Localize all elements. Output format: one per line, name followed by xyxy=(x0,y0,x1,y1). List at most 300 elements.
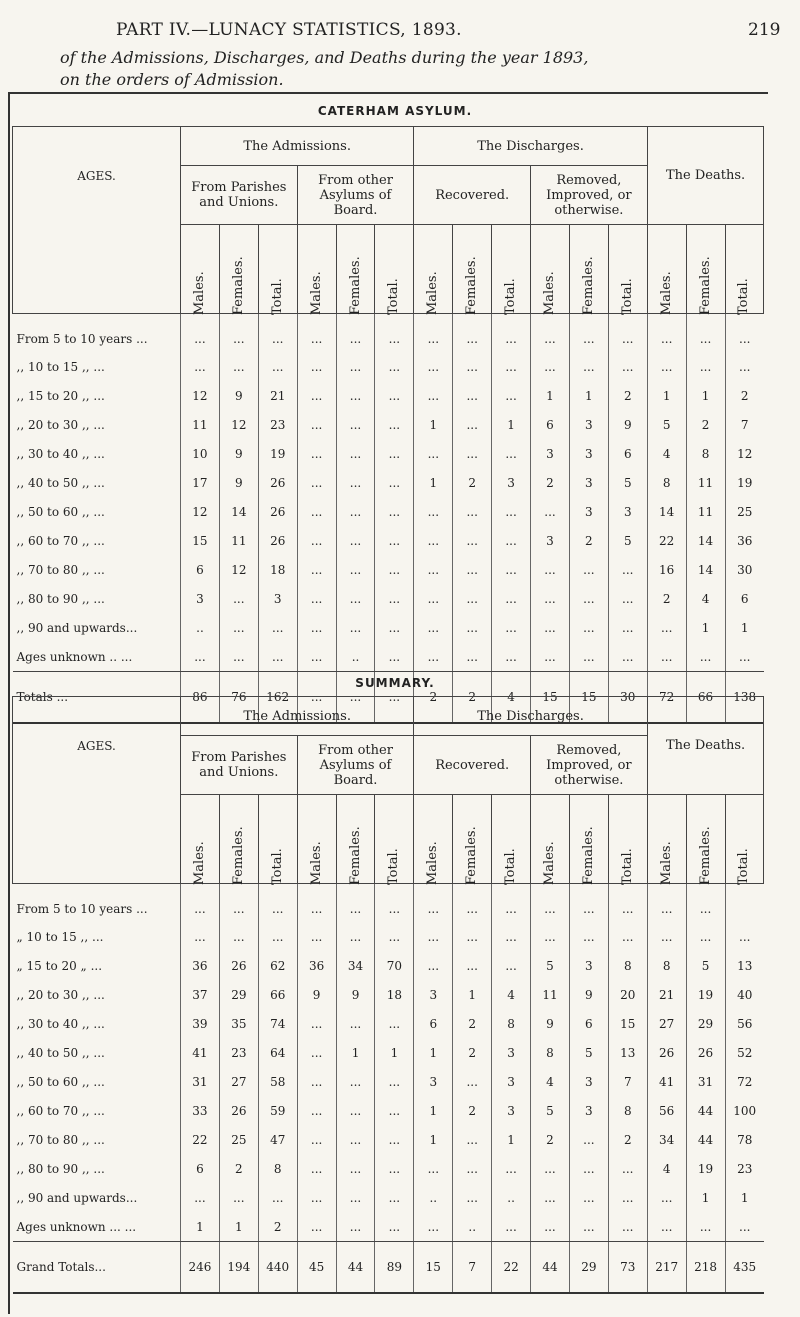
table-cell: ... xyxy=(375,314,414,353)
table-cell: ... xyxy=(531,1154,570,1183)
table-cell: ... xyxy=(569,1125,608,1154)
table-cell: 3 xyxy=(531,526,570,555)
table-cell: ... xyxy=(258,642,297,672)
table-row xyxy=(13,468,764,497)
table-cell: 3 xyxy=(569,1067,608,1096)
table-cell: ... xyxy=(297,1183,336,1212)
table-cell: 26 xyxy=(219,951,258,980)
table-cell: 1 xyxy=(686,381,725,410)
table-cell: 13 xyxy=(725,951,764,980)
table-cell: ... xyxy=(569,352,608,381)
table-row xyxy=(13,1154,764,1183)
table-cell: ... xyxy=(531,1212,570,1242)
table-cell: 6 xyxy=(608,439,647,468)
table-cell: ... xyxy=(219,642,258,672)
table-cell: 59 xyxy=(258,1096,297,1125)
caterham-table xyxy=(12,126,764,724)
total-cell: 217 xyxy=(647,1242,686,1294)
table-cell: 1 xyxy=(414,1038,453,1067)
table-cell: ... xyxy=(647,352,686,381)
table-cell: 1 xyxy=(336,1038,375,1067)
table-cell: 9 xyxy=(569,980,608,1009)
table-cell: ... xyxy=(336,1096,375,1125)
table-cell: 3 xyxy=(492,1067,531,1096)
table-cell: ... xyxy=(336,613,375,642)
table-cell: 31 xyxy=(181,1067,220,1096)
table-cell: ... xyxy=(297,922,336,951)
table-cell: ... xyxy=(531,922,570,951)
table-cell: ... xyxy=(569,1212,608,1242)
table-cell: ... xyxy=(569,555,608,584)
totals-label: Totals ... xyxy=(13,672,181,724)
table-cell: ... xyxy=(608,922,647,951)
table-cell: 25 xyxy=(219,1125,258,1154)
table-cell: 1 xyxy=(492,410,531,439)
table-cell: ... xyxy=(608,642,647,672)
col-header-females: Females. xyxy=(336,225,375,314)
table-cell: ... xyxy=(336,1125,375,1154)
table-row xyxy=(13,314,764,353)
table-cell: 9 xyxy=(219,468,258,497)
table-cell: 22 xyxy=(181,1125,220,1154)
col-header-males: Males. xyxy=(297,795,336,884)
table-cell: ... xyxy=(608,314,647,353)
table-cell: ... xyxy=(608,613,647,642)
table-cell: 16 xyxy=(647,555,686,584)
table-row xyxy=(13,584,764,613)
table-cell: 41 xyxy=(647,1067,686,1096)
col-header-males: Males. xyxy=(647,225,686,314)
table-cell: ... xyxy=(531,1183,570,1212)
table-cell: ... xyxy=(608,884,647,923)
table-cell: ... xyxy=(181,1183,220,1212)
table-cell: 7 xyxy=(608,1067,647,1096)
table-cell: ... xyxy=(219,352,258,381)
table-cell: ... xyxy=(492,352,531,381)
table-cell: ... xyxy=(608,584,647,613)
table-cell: ... xyxy=(608,1183,647,1212)
age-group-label: ,, 90 and upwards... xyxy=(16,620,138,635)
col-header-total: Total. xyxy=(492,795,531,884)
table-cell: 36 xyxy=(297,951,336,980)
col-header-total: Total. xyxy=(725,225,764,314)
table-cell: ... xyxy=(258,884,297,923)
removed-header: Removed, Improved, or otherwise. xyxy=(531,166,648,225)
table-cell: 5 xyxy=(608,468,647,497)
table-cell: ... xyxy=(647,922,686,951)
table-cell: .. xyxy=(336,642,375,672)
table-cell: 35 xyxy=(219,1009,258,1038)
table-cell: ... xyxy=(569,1183,608,1212)
totals-row xyxy=(13,1242,764,1294)
table-cell: ... xyxy=(258,922,297,951)
total-cell: 4 xyxy=(492,672,531,724)
total-cell: 44 xyxy=(336,1242,375,1294)
age-group-label: Ages unknown .. ... xyxy=(13,642,181,672)
table-cell: ... xyxy=(336,1183,375,1212)
table-cell: 5 xyxy=(569,1038,608,1067)
table-cell: ... xyxy=(336,314,375,353)
age-group-label: ,, 40 to 50 ,, ... xyxy=(16,1045,105,1060)
table-cell: ... xyxy=(414,526,453,555)
table-cell: 1 xyxy=(181,1212,220,1242)
table-cell: 11 xyxy=(181,410,220,439)
table-cell: ... xyxy=(219,922,258,951)
age-group-label: ,, 90 and upwards... xyxy=(16,1190,138,1205)
table-cell: 3 xyxy=(569,439,608,468)
table-row xyxy=(13,1009,764,1038)
table-cell: 27 xyxy=(219,1067,258,1096)
table-cell: ... xyxy=(414,381,453,410)
table-cell: 23 xyxy=(258,410,297,439)
table-cell: ... xyxy=(375,1125,414,1154)
from-parishes-header: From Parishes and Unions. xyxy=(181,166,298,225)
table-cell: ... xyxy=(686,642,725,672)
table-cell: 15 xyxy=(608,1009,647,1038)
col-header-total: Total. xyxy=(492,225,531,314)
table-cell: 5 xyxy=(686,951,725,980)
table-cell: 14 xyxy=(647,497,686,526)
total-cell: ... xyxy=(297,672,336,724)
table-cell: 1 xyxy=(686,1183,725,1212)
table-cell: 14 xyxy=(219,497,258,526)
table-cell: 26 xyxy=(219,1096,258,1125)
table-cell: 36 xyxy=(725,526,764,555)
admissions-header: The Admissions. xyxy=(181,697,414,736)
table-cell: 4 xyxy=(492,980,531,1009)
table-cell: 3 xyxy=(414,1067,453,1096)
table-cell: 1 xyxy=(725,1183,764,1212)
table-cell: 23 xyxy=(219,1038,258,1067)
page-subtitle-line2: on the orders of Admission. xyxy=(60,70,284,89)
table-cell: ... xyxy=(297,1067,336,1096)
table-cell: ... xyxy=(453,1067,492,1096)
age-group-label: ,, 70 to 80 ,, ... xyxy=(16,562,105,577)
table-cell: ... xyxy=(686,922,725,951)
table-cell: 20 xyxy=(608,980,647,1009)
table-cell: 39 xyxy=(181,1009,220,1038)
caterham-title: CATERHAM ASYLUM. xyxy=(317,104,473,118)
table-cell: ... xyxy=(297,497,336,526)
table-cell: ... xyxy=(608,352,647,381)
table-cell: ... xyxy=(297,352,336,381)
table-cell: ... xyxy=(414,584,453,613)
total-cell: 2 xyxy=(414,672,453,724)
table-cell: 25 xyxy=(725,497,764,526)
table-cell: ... xyxy=(375,922,414,951)
table-row xyxy=(13,526,764,555)
table-cell: ... xyxy=(453,410,492,439)
table-cell: ... xyxy=(414,613,453,642)
table-cell: 21 xyxy=(258,381,297,410)
table-cell: ... xyxy=(375,1154,414,1183)
table-cell: 17 xyxy=(181,468,220,497)
table-cell: 2 xyxy=(453,1038,492,1067)
table-cell: 2 xyxy=(608,381,647,410)
table-cell: 1 xyxy=(414,468,453,497)
table-cell: ... xyxy=(414,1212,453,1242)
table-cell: 27 xyxy=(647,1009,686,1038)
totals-label: Grand Totals... xyxy=(13,1242,181,1294)
table-cell: 26 xyxy=(258,526,297,555)
col-header-females: Females. xyxy=(219,795,258,884)
table-cell: 8 xyxy=(258,1154,297,1183)
table-cell: 26 xyxy=(258,468,297,497)
table-cell: 5 xyxy=(647,410,686,439)
table-cell: 8 xyxy=(647,468,686,497)
table-row xyxy=(13,980,764,1009)
age-group-label: „ 15 to 20 „ ... xyxy=(16,958,103,973)
table-cell: ... xyxy=(336,884,375,923)
table-cell: 34 xyxy=(647,1125,686,1154)
table-cell: 13 xyxy=(608,1038,647,1067)
ages-header: AGES. xyxy=(13,127,181,314)
table-cell: 5 xyxy=(531,1096,570,1125)
col-header-males: Males. xyxy=(531,795,570,884)
table-cell: ... xyxy=(258,1183,297,1212)
table-row xyxy=(13,922,764,951)
table-cell: ... xyxy=(492,642,531,672)
admissions-header: The Admissions. xyxy=(181,127,414,166)
age-group-label: Ages unknown ... ... xyxy=(13,1212,181,1242)
from-parishes-header: From Parishes and Unions. xyxy=(181,736,298,795)
table-cell: ... xyxy=(647,613,686,642)
table-cell: ... xyxy=(336,922,375,951)
total-cell: 29 xyxy=(569,1242,608,1294)
table-cell: ... xyxy=(531,352,570,381)
table-cell: ... xyxy=(647,884,686,923)
table-cell: ... xyxy=(375,1183,414,1212)
col-header-females: Females. xyxy=(453,795,492,884)
table-cell: 11 xyxy=(219,526,258,555)
table-cell: ... xyxy=(608,555,647,584)
total-cell: 44 xyxy=(531,1242,570,1294)
table-cell: ... xyxy=(531,555,570,584)
table-cell: ... xyxy=(297,381,336,410)
table-cell: 3 xyxy=(531,439,570,468)
total-cell: 162 xyxy=(258,672,297,724)
table-cell: ... xyxy=(336,526,375,555)
table-cell: ... xyxy=(453,1125,492,1154)
table-cell: ... xyxy=(375,613,414,642)
table-cell: ... xyxy=(569,613,608,642)
table-row xyxy=(13,1183,764,1212)
table-cell: ... xyxy=(453,314,492,353)
total-cell: 76 xyxy=(219,672,258,724)
total-cell: 15 xyxy=(531,672,570,724)
table-cell: 9 xyxy=(336,980,375,1009)
table-cell: ... xyxy=(492,1212,531,1242)
table-cell: ... xyxy=(219,314,258,353)
col-header-males: Males. xyxy=(414,225,453,314)
table-row xyxy=(13,1096,764,1125)
table-cell: 3 xyxy=(414,980,453,1009)
table-cell: 36 xyxy=(181,951,220,980)
table-cell: 26 xyxy=(647,1038,686,1067)
table-cell: ... xyxy=(297,468,336,497)
table-cell: 4 xyxy=(686,584,725,613)
col-header-total: Total. xyxy=(375,225,414,314)
col-header-females: Females. xyxy=(686,225,725,314)
table-cell: ... xyxy=(297,1154,336,1183)
table-cell: 9 xyxy=(219,381,258,410)
table-cell: ... xyxy=(569,1154,608,1183)
table-cell: ... xyxy=(375,468,414,497)
age-group-label: ,, 60 to 70 ,, ... xyxy=(16,533,105,548)
table-cell: 2 xyxy=(453,1096,492,1125)
summary-table xyxy=(12,696,764,1294)
table-cell: ... xyxy=(258,352,297,381)
age-group-label: ,, 70 to 80 ,, ... xyxy=(16,1132,105,1147)
table-cell: ... xyxy=(686,314,725,353)
table-cell: ... xyxy=(336,1154,375,1183)
table-cell: 1 xyxy=(569,381,608,410)
table-cell: ... xyxy=(647,642,686,672)
table-cell: 18 xyxy=(258,555,297,584)
table-cell: 29 xyxy=(686,1009,725,1038)
table-cell: 1 xyxy=(686,613,725,642)
col-header-total: Total. xyxy=(258,225,297,314)
table-cell: 3 xyxy=(492,1096,531,1125)
table-cell: 2 xyxy=(453,468,492,497)
table-cell: 23 xyxy=(725,1154,764,1183)
table-cell: ... xyxy=(531,584,570,613)
table-cell: 74 xyxy=(258,1009,297,1038)
table-cell: ... xyxy=(297,1125,336,1154)
table-cell: ... xyxy=(297,439,336,468)
table-cell: 6 xyxy=(181,555,220,584)
table-row xyxy=(13,1125,764,1154)
age-group-label: ,, 10 to 15 ,, ... xyxy=(16,359,105,374)
table-cell: ... xyxy=(725,922,764,951)
table-cell: 1 xyxy=(414,1125,453,1154)
table-cell: 3 xyxy=(492,468,531,497)
age-group-label: ,, 80 to 90 ,, ... xyxy=(16,591,105,606)
total-cell: 45 xyxy=(297,1242,336,1294)
table-cell: ... xyxy=(297,410,336,439)
age-group-label: ,, 80 to 90 ,, ... xyxy=(16,1161,105,1176)
table-cell: 3 xyxy=(569,497,608,526)
total-cell: 435 xyxy=(725,1242,764,1294)
table-cell: ... xyxy=(375,497,414,526)
table-cell: ... xyxy=(608,1154,647,1183)
table-cell: ... xyxy=(297,1009,336,1038)
table-cell: ... xyxy=(492,884,531,923)
table-cell: 2 xyxy=(686,410,725,439)
age-group-label: ,, 50 to 60 ,, ... xyxy=(16,504,105,519)
total-cell: 15 xyxy=(414,1242,453,1294)
table-cell: 2 xyxy=(258,1212,297,1242)
col-header-females: Females. xyxy=(453,225,492,314)
table-cell: 44 xyxy=(686,1096,725,1125)
table-cell: ... xyxy=(569,922,608,951)
table-cell: ... xyxy=(297,1096,336,1125)
table-cell: ... xyxy=(297,555,336,584)
table-cell: 9 xyxy=(297,980,336,1009)
table-cell: 26 xyxy=(686,1038,725,1067)
table-cell: .. xyxy=(414,1183,453,1212)
table-cell: ... xyxy=(336,1009,375,1038)
table-cell: 12 xyxy=(219,555,258,584)
table-cell: 40 xyxy=(725,980,764,1009)
table-cell: ... xyxy=(336,584,375,613)
table-cell: 14 xyxy=(686,555,725,584)
table-cell: ... xyxy=(492,381,531,410)
table-cell: ... xyxy=(219,584,258,613)
table-cell: 1 xyxy=(219,1212,258,1242)
page-header xyxy=(0,0,800,96)
table-cell: ... xyxy=(375,884,414,923)
table-cell: 11 xyxy=(531,980,570,1009)
removed-header: Removed, Improved, or otherwise. xyxy=(531,736,648,795)
table-cell: ... xyxy=(375,1096,414,1125)
table-cell: ... xyxy=(453,439,492,468)
table-cell: ... xyxy=(336,497,375,526)
table-cell: 1 xyxy=(414,1096,453,1125)
table-cell: 2 xyxy=(569,526,608,555)
table-cell: ... xyxy=(725,314,764,353)
table-cell: 6 xyxy=(569,1009,608,1038)
table-cell: 9 xyxy=(608,410,647,439)
table-cell: ... xyxy=(414,352,453,381)
table-cell: 3 xyxy=(181,584,220,613)
total-cell: 440 xyxy=(258,1242,297,1294)
col-header-total: Total. xyxy=(258,795,297,884)
table-cell: ... xyxy=(375,439,414,468)
table-cell: 12 xyxy=(725,439,764,468)
page-title: PART IV.—LUNACY STATISTICS, 1893. xyxy=(116,20,462,40)
table-row xyxy=(13,439,764,468)
table-cell: 6 xyxy=(725,584,764,613)
table-cell: ... xyxy=(453,352,492,381)
table-cell: 33 xyxy=(181,1096,220,1125)
table-row xyxy=(13,381,764,410)
table-cell: 3 xyxy=(492,1038,531,1067)
table-cell: 62 xyxy=(258,951,297,980)
table-cell: ... xyxy=(453,951,492,980)
age-group-label: ,, 30 to 40 ,, ... xyxy=(16,446,105,461)
total-cell: 2 xyxy=(453,672,492,724)
table-cell: ... xyxy=(297,1212,336,1242)
table-cell: ... xyxy=(453,526,492,555)
table-row xyxy=(13,497,764,526)
table-row xyxy=(13,642,764,672)
table-cell: ... xyxy=(297,642,336,672)
page-number: 219 xyxy=(748,20,781,40)
table-cell: ... xyxy=(492,1154,531,1183)
table-cell: 58 xyxy=(258,1067,297,1096)
table-cell: ... xyxy=(492,497,531,526)
total-cell: 30 xyxy=(608,672,647,724)
table-cell: 8 xyxy=(608,1096,647,1125)
table-cell: 78 xyxy=(725,1125,764,1154)
page-subtitle-line1: of the Admissions, Discharges, and Deaths during the year 1893, xyxy=(60,48,589,67)
table-cell: 56 xyxy=(725,1009,764,1038)
table-cell: 19 xyxy=(725,468,764,497)
table-cell: ... xyxy=(336,468,375,497)
table-cell: ... xyxy=(453,381,492,410)
table-cell: ... xyxy=(181,314,220,353)
col-header-total: Total. xyxy=(375,795,414,884)
table-cell: 12 xyxy=(219,410,258,439)
table-cell: ... xyxy=(181,922,220,951)
table-cell: 3 xyxy=(569,410,608,439)
from-asylums-header: From other Asylums of Board. xyxy=(297,166,414,225)
table-cell: ... xyxy=(336,410,375,439)
table-row xyxy=(13,1212,764,1242)
table-cell: 2 xyxy=(647,584,686,613)
table-row xyxy=(13,352,764,381)
